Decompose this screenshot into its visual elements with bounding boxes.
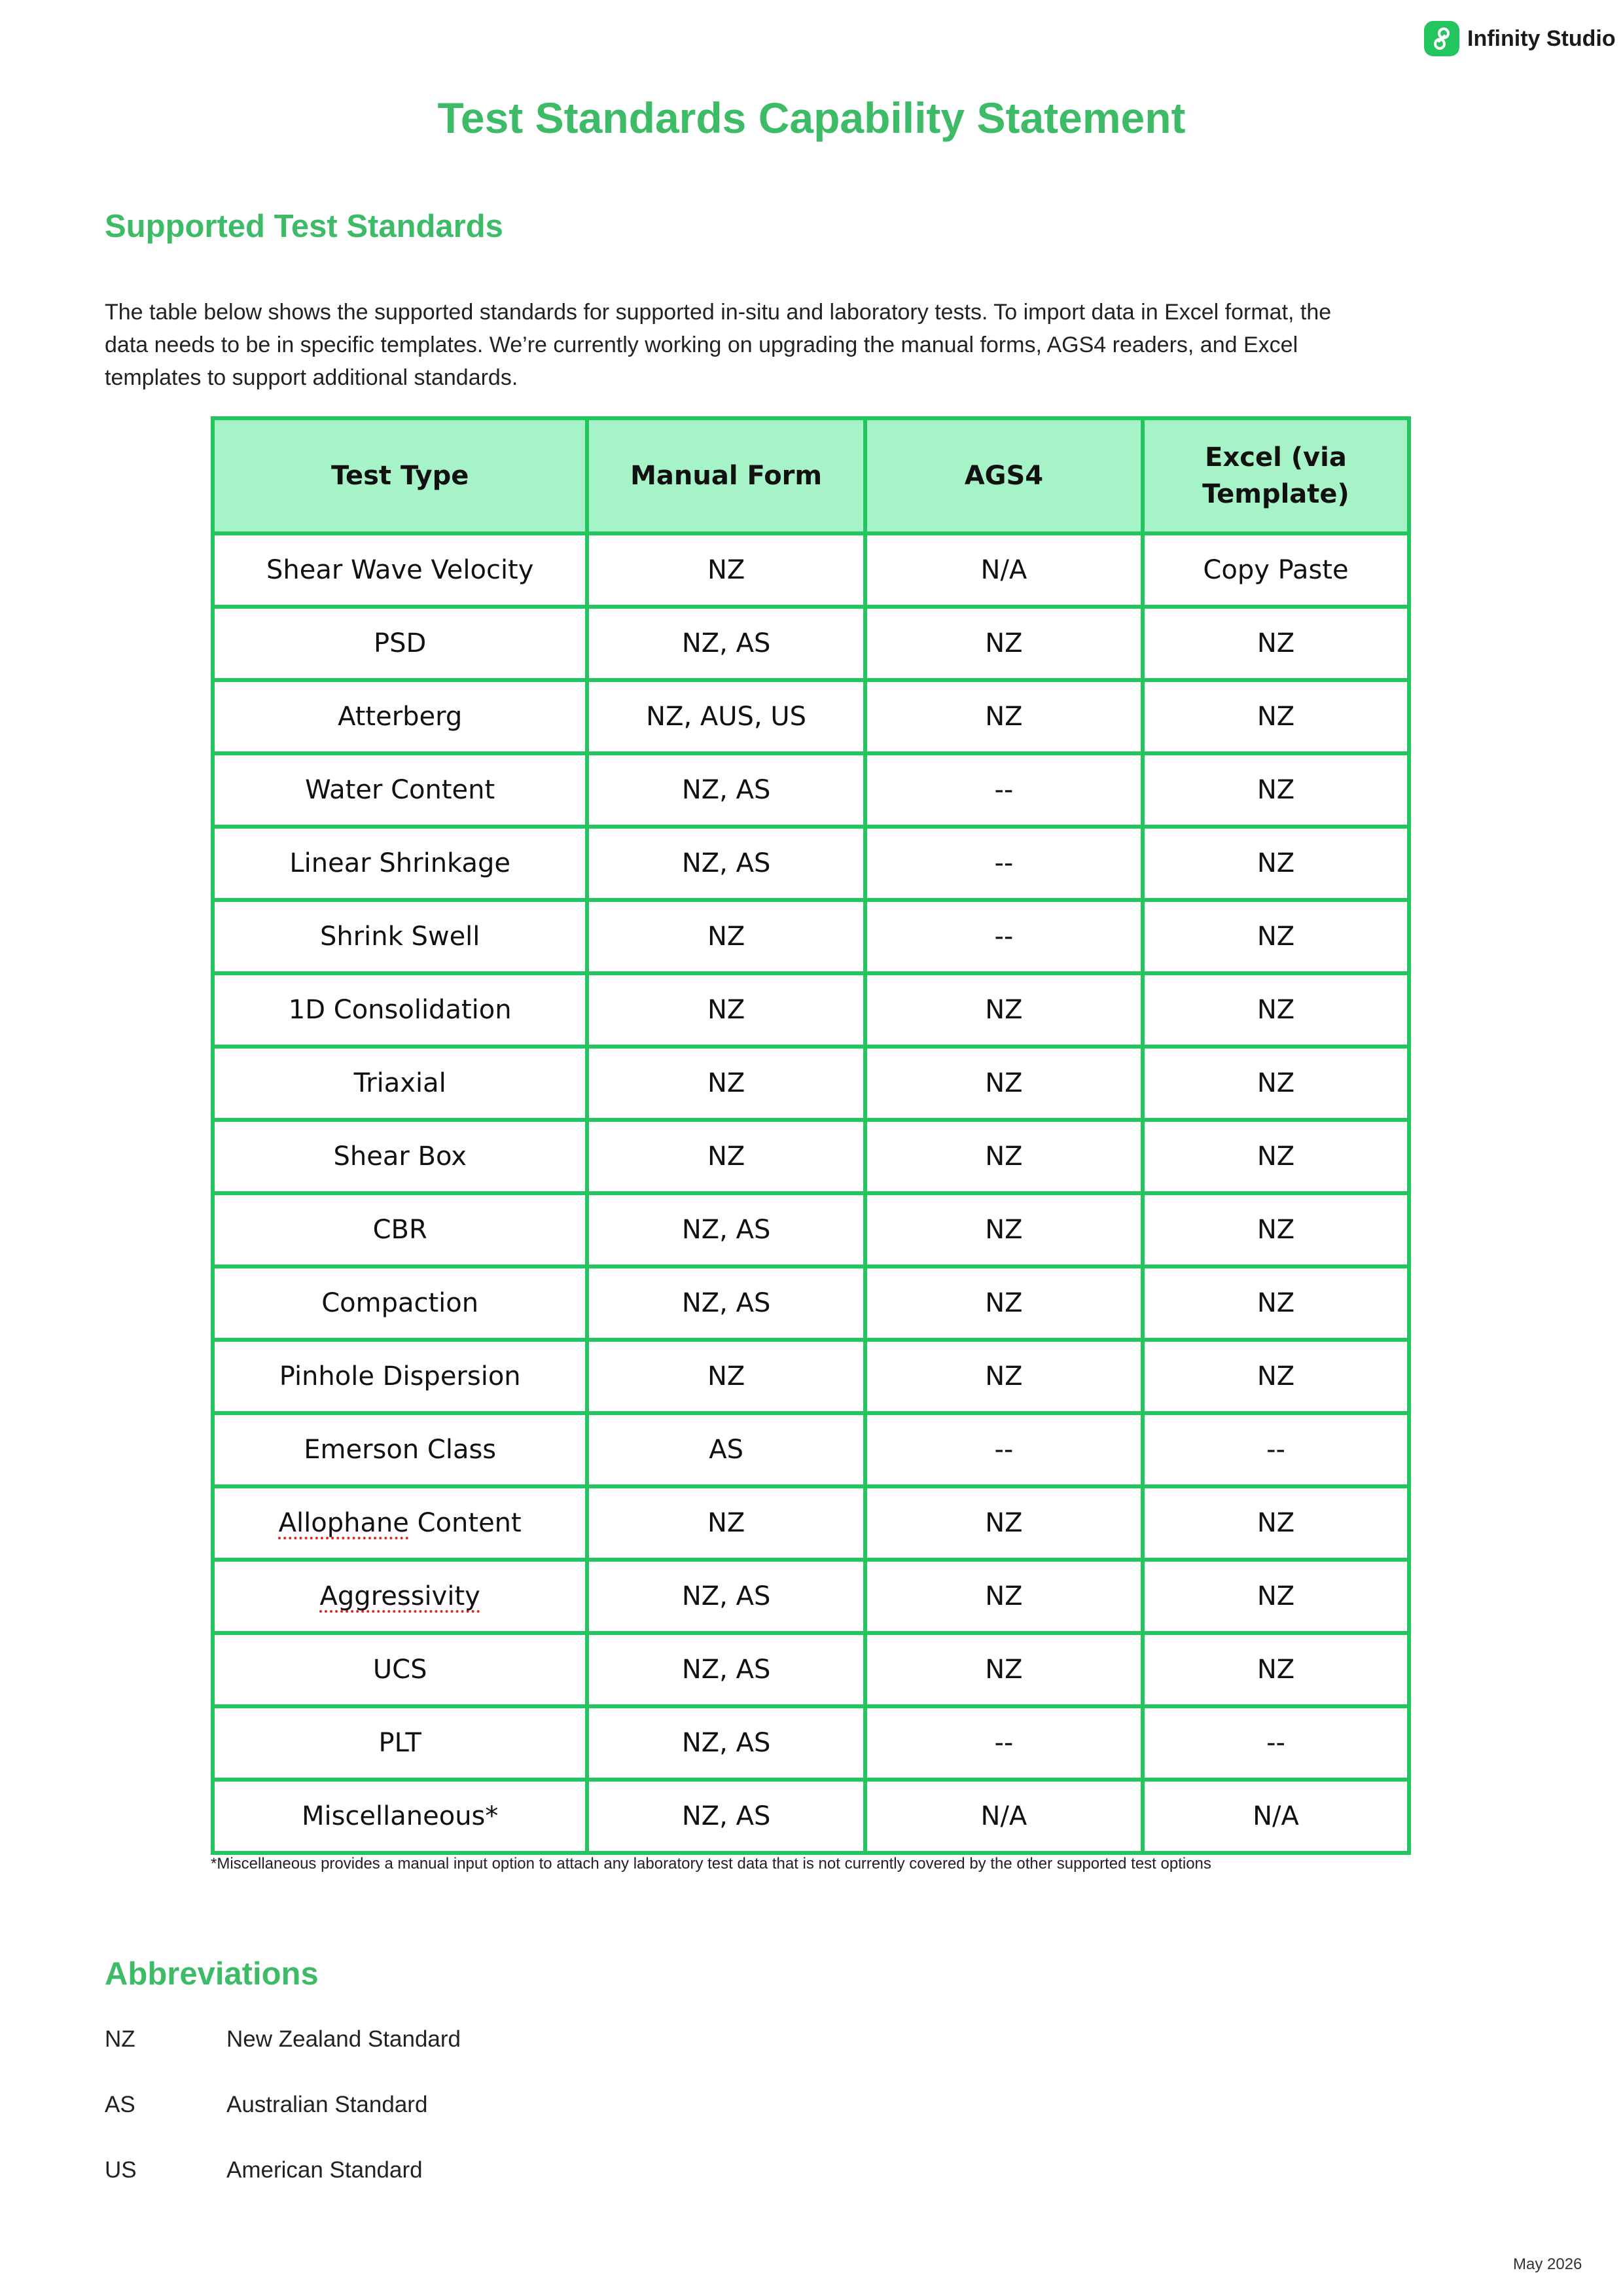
table-row [213,1560,1409,1633]
manual-form-cell: NZ [587,1486,865,1560]
ags4-cell: N/A [865,533,1143,607]
table-row [213,900,1409,973]
excel-cell: NZ [1143,1340,1409,1413]
ags4-cell: -- [865,753,1143,827]
abbreviation-meaning: Australian Standard [226,2092,428,2117]
ags4-cell: NZ [865,1340,1143,1413]
abbreviation-code: AS [105,2092,135,2117]
excel-cell: NZ [1143,827,1409,900]
table-row [213,1486,1409,1560]
table-row [213,1780,1409,1853]
excel-cell: -- [1143,1706,1409,1780]
standards-table [211,416,1411,1855]
manual-form-cell: NZ, AS [587,827,865,900]
ags4-cell: NZ [865,680,1143,753]
test-type-cell: Miscellaneous* [213,1780,587,1853]
excel-cell: NZ [1143,607,1409,680]
table-row [213,607,1409,680]
test-type-text [320,1581,480,1611]
table-row [213,1266,1409,1340]
table-row [213,1706,1409,1780]
intro-paragraph: The table below shows the supported standards for supported in-situ and laboratory tests. To import data in Excel format, the data needs to be in specific templates. We’re currently working on upgrading the manual forms, AGS4 readers, and Excel templates to support additional standards. [105,300,1332,390]
header-test-type: Test Type [213,418,587,533]
excel-cell: Copy Paste [1143,533,1409,607]
table-row [213,1633,1409,1706]
table-row [213,1340,1409,1413]
test-type-cell: UCS [213,1633,587,1706]
header-excel-label: Excel (via Template) [1202,442,1349,509]
abbreviation-meaning: New Zealand Standard [226,2026,461,2052]
manual-form-cell: NZ, AUS, US [587,680,865,753]
test-type-cell: Triaxial [213,1047,587,1120]
brand-logo [1424,20,1616,58]
document-date: May 2026 [1513,2255,1582,2273]
header-manual-form: Manual Form [587,418,865,533]
test-type-cell: PLT [213,1706,587,1780]
table-row [213,1047,1409,1120]
table-row [213,973,1409,1047]
table-row [213,533,1409,607]
test-type-cell: Pinhole Dispersion [213,1340,587,1413]
manual-form-cell: NZ, AS [587,1560,865,1633]
ags4-cell: NZ [865,1560,1143,1633]
excel-cell: NZ [1143,1266,1409,1340]
table-header-row [213,418,1409,533]
excel-cell: NZ [1143,973,1409,1047]
manual-form-cell: NZ, AS [587,1706,865,1780]
test-type-cell: Water Content [213,753,587,827]
spellcheck-underline: Allophane [278,1508,409,1538]
page-title: Test Standards Capability Statement [437,94,1186,143]
table-row [213,1193,1409,1266]
manual-form-cell: NZ [587,1340,865,1413]
ags4-cell: NZ [865,1047,1143,1120]
test-type-cell [213,1560,587,1633]
ags4-cell: -- [865,1706,1143,1780]
link-icon [1424,21,1459,56]
abbreviation-code: US [105,2157,137,2183]
test-type-cell: Shrink Swell [213,900,587,973]
test-type-cell: Shear Box [213,1120,587,1193]
supported-standards-heading: Supported Test Standards [105,209,503,244]
abbreviation-item [105,2026,461,2053]
excel-cell: NZ [1143,1120,1409,1193]
excel-cell: NZ [1143,1633,1409,1706]
ags4-cell: N/A [865,1780,1143,1853]
test-type-cell: CBR [213,1193,587,1266]
manual-form-cell: NZ [587,900,865,973]
ags4-cell: -- [865,900,1143,973]
ags4-cell: NZ [865,1486,1143,1560]
excel-cell: N/A [1143,1780,1409,1853]
manual-form-cell: NZ [587,973,865,1047]
excel-cell: NZ [1143,753,1409,827]
table-row [213,1413,1409,1486]
ags4-cell: NZ [865,1633,1143,1706]
test-type-cell: Atterberg [213,680,587,753]
test-type-cell: Compaction [213,1266,587,1340]
manual-form-cell: NZ, AS [587,1780,865,1853]
manual-form-cell: NZ, AS [587,607,865,680]
test-type-cell: Shear Wave Velocity [213,533,587,607]
table-row [213,1120,1409,1193]
excel-cell: NZ [1143,1560,1409,1633]
excel-cell: NZ [1143,900,1409,973]
test-type-cell: 1D Consolidation [213,973,587,1047]
ags4-cell: NZ [865,1193,1143,1266]
table-row [213,680,1409,753]
test-type-text: Allophane Content [278,1508,522,1538]
excel-cell: NZ [1143,1193,1409,1266]
test-type-cell: Linear Shrinkage [213,827,587,900]
test-type-cell: Emerson Class [213,1413,587,1486]
ags4-cell: NZ [865,973,1143,1047]
excel-cell: -- [1143,1413,1409,1486]
test-type-cell: PSD [213,607,587,680]
ags4-cell: -- [865,1413,1143,1486]
abbreviation-item [105,2092,427,2118]
table-row [213,753,1409,827]
ags4-cell: NZ [865,1266,1143,1340]
ags4-cell: -- [865,827,1143,900]
table-row [213,827,1409,900]
test-type-cell [213,1486,587,1560]
manual-form-cell: NZ [587,1120,865,1193]
excel-cell: NZ [1143,680,1409,753]
abbreviations-heading: Abbreviations [105,1956,319,1992]
abbreviation-item [105,2157,423,2183]
abbreviation-meaning: American Standard [226,2157,423,2183]
header-ags4: AGS4 [865,418,1143,533]
manual-form-cell: AS [587,1413,865,1486]
ags4-cell: NZ [865,607,1143,680]
manual-form-cell: NZ [587,533,865,607]
manual-form-cell: NZ, AS [587,1266,865,1340]
table-footnote: *Miscellaneous provides a manual input option to attach any laboratory test data that is not currently covered by the other supported test options [211,1855,1211,1873]
manual-form-cell: NZ [587,1047,865,1120]
spellcheck-underline: Aggressivity [319,1581,480,1611]
abbreviation-code: NZ [105,2026,135,2052]
manual-form-cell: NZ, AS [587,753,865,827]
header-excel [1143,418,1409,533]
ags4-cell: NZ [865,1120,1143,1193]
brand-name: Infinity Studio [1467,26,1616,51]
excel-cell: NZ [1143,1047,1409,1120]
excel-cell: NZ [1143,1486,1409,1560]
manual-form-cell: NZ, AS [587,1633,865,1706]
manual-form-cell: NZ, AS [587,1193,865,1266]
